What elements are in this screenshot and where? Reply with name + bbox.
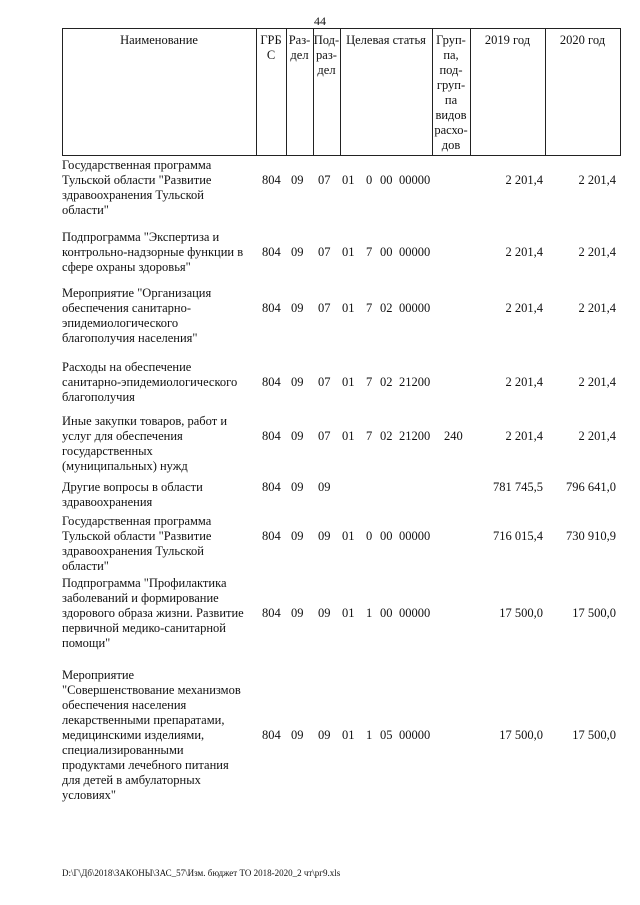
row-grbs: 804: [262, 301, 281, 315]
row-value-2020: 2 201,4: [578, 375, 616, 389]
row-target-subprogram: 1: [366, 606, 373, 620]
header-group: Груп- па, под- груп- па видов расхо- дов: [434, 33, 468, 152]
header-target: Целевая статья: [346, 33, 426, 47]
row-value-2020: 796 641,0: [566, 480, 616, 494]
row-razdel: 09: [291, 245, 304, 259]
row-target-direction: 00000: [399, 606, 431, 620]
row-target-direction: 00000: [399, 173, 431, 187]
row-name: Другие вопросы в области здравоохранения: [62, 480, 203, 509]
row-target-program: 01: [342, 429, 355, 443]
header-podrazdel: Под- раз- дел: [313, 33, 340, 77]
table-row: [0, 286, 640, 346]
page-number: 44: [314, 14, 326, 28]
row-razdel: 09: [291, 728, 304, 742]
row-name: Государственная программа Тульской области "Развитие здравоохранения Тульской области": [62, 514, 212, 573]
row-value-2019: 2 201,4: [505, 245, 543, 259]
row-target-direction: 00000: [399, 728, 431, 742]
row-target-subprogram: 7: [366, 245, 373, 259]
row-value-2019: 2 201,4: [505, 375, 543, 389]
header-grbs: ГРБ С: [260, 33, 282, 62]
row-razdel: 09: [291, 375, 304, 389]
row-razdel: 09: [291, 429, 304, 443]
row-podrazdel: 07: [318, 429, 331, 443]
table-row: [0, 576, 640, 651]
row-grbs: 804: [262, 480, 281, 494]
row-target-direction: 00000: [399, 245, 431, 259]
row-target-program: 01: [342, 301, 355, 315]
row-target-program: 01: [342, 375, 355, 389]
row-target-direction: 21200: [399, 429, 431, 443]
row-target-event: 05: [380, 728, 393, 742]
row-podrazdel: 09: [318, 480, 331, 494]
col-divider: [620, 28, 621, 156]
row-value-2020: 730 910,9: [566, 529, 616, 543]
row-target-program: 01: [342, 606, 355, 620]
row-target-event: 02: [380, 429, 393, 443]
row-grbs: 804: [262, 429, 281, 443]
header-name: Наименование: [120, 33, 198, 47]
row-podrazdel: 09: [318, 728, 331, 742]
row-grbs: 804: [262, 375, 281, 389]
row-target-event: 00: [380, 173, 393, 187]
row-podrazdel: 07: [318, 173, 331, 187]
row-value-2020: 2 201,4: [578, 429, 616, 443]
row-target-subprogram: 0: [366, 173, 373, 187]
row-target-event: 00: [380, 529, 393, 543]
table-row: [0, 414, 640, 474]
table-row: [0, 668, 640, 803]
row-name: Подпрограмма "Экспертиза и контрольно-надзорные функции в сфере охраны здоровья": [62, 230, 244, 274]
row-value-2019: 17 500,0: [499, 728, 543, 742]
row-expense-group: 240: [444, 429, 463, 443]
table-row: [0, 360, 640, 405]
row-razdel: 09: [291, 480, 304, 494]
row-target-direction: 00000: [399, 301, 431, 315]
row-razdel: 09: [291, 606, 304, 620]
row-podrazdel: 09: [318, 606, 331, 620]
header-2019: 2019 год: [484, 33, 531, 47]
row-name: Иные закупки товаров, работ и услуг для обеспечения государственных (муниципальных) нужд: [62, 414, 228, 473]
table-row: [0, 514, 640, 574]
row-target-subprogram: 7: [366, 301, 373, 315]
row-target-subprogram: 1: [366, 728, 373, 742]
header-2020: 2020 год: [559, 33, 606, 47]
row-target-program: 01: [342, 173, 355, 187]
row-name: Мероприятие "Совершенствование механизмов обеспечения населения лекарственными препаратами, медицинскими изделиями, специализированными продуктами лечебного питания для детей в амбулаторных условиях": [62, 668, 241, 802]
row-target-program: 01: [342, 245, 355, 259]
table-row: [0, 480, 640, 510]
row-grbs: 804: [262, 606, 281, 620]
table-row: [0, 158, 640, 218]
row-target-event: 02: [380, 375, 393, 389]
row-name: Мероприятие "Организация обеспечения санитарно- эпидемиологического благополучия населения": [62, 286, 212, 345]
row-value-2020: 2 201,4: [578, 173, 616, 187]
table-row: [0, 230, 640, 275]
row-target-subprogram: 7: [366, 429, 373, 443]
row-grbs: 804: [262, 728, 281, 742]
row-razdel: 09: [291, 301, 304, 315]
row-target-subprogram: 7: [366, 375, 373, 389]
row-razdel: 09: [291, 529, 304, 543]
row-target-event: 00: [380, 606, 393, 620]
file-path-footer: D:\Г\Дб\2018\ЗАКОНЫ\ЗАС_57\Изм. бюджет ТО 2018-2020_2 чт\рг9.xls: [62, 868, 341, 878]
row-value-2020: 2 201,4: [578, 301, 616, 315]
row-grbs: 804: [262, 173, 281, 187]
row-value-2020: 17 500,0: [572, 606, 616, 620]
row-value-2020: 2 201,4: [578, 245, 616, 259]
row-target-event: 00: [380, 245, 393, 259]
row-grbs: 804: [262, 245, 281, 259]
row-razdel: 09: [291, 173, 304, 187]
row-name: Расходы на обеспечение санитарно-эпидемиологического благополучия: [62, 360, 238, 404]
row-value-2019: 17 500,0: [499, 606, 543, 620]
header-bottom-border: [62, 155, 620, 156]
row-target-program: 01: [342, 728, 355, 742]
row-podrazdel: 07: [318, 245, 331, 259]
row-target-program: 01: [342, 529, 355, 543]
row-value-2019: 2 201,4: [505, 429, 543, 443]
row-target-direction: 21200: [399, 375, 431, 389]
row-value-2019: 2 201,4: [505, 173, 543, 187]
row-target-event: 02: [380, 301, 393, 315]
row-podrazdel: 07: [318, 301, 331, 315]
table-top-border: [62, 28, 620, 29]
row-target-subprogram: 0: [366, 529, 373, 543]
row-podrazdel: 09: [318, 529, 331, 543]
row-name: Подпрограмма "Профилактика заболеваний и формирование здорового образа жизни. Развитие первичной медико-санитарной помощи": [62, 576, 244, 650]
row-value-2019: 716 015,4: [493, 529, 543, 543]
row-grbs: 804: [262, 529, 281, 543]
row-name: Государственная программа Тульской области "Развитие здравоохранения Тульской области": [62, 158, 212, 217]
row-value-2019: 2 201,4: [505, 301, 543, 315]
row-podrazdel: 07: [318, 375, 331, 389]
row-value-2019: 781 745,5: [493, 480, 543, 494]
header-razdel: Раз- дел: [288, 33, 311, 62]
row-target-direction: 00000: [399, 529, 431, 543]
row-value-2020: 17 500,0: [572, 728, 616, 742]
